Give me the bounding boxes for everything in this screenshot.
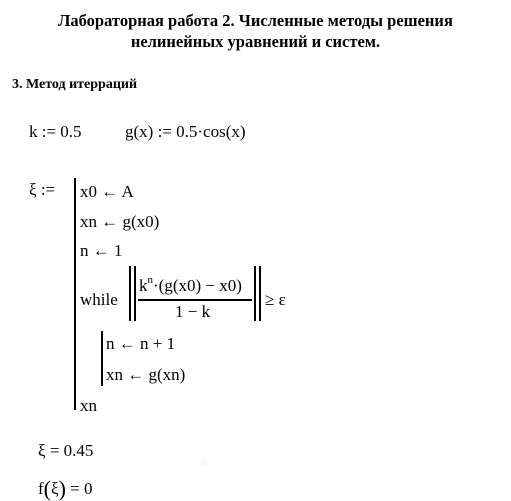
fraction-numerator (139, 276, 242, 296)
section-heading: 3. Метод итерраций (12, 77, 138, 92)
f-name: f (38, 479, 44, 498)
g-definition: g(x) := 0.5·cos(x) (125, 122, 246, 141)
while-keyword: while (80, 290, 118, 309)
fraction-denominator: 1 − k (175, 302, 211, 321)
f-arg: ξ (51, 479, 59, 498)
faint-mark (198, 459, 210, 467)
abs-bar-right-inner (254, 266, 256, 321)
page-title-line-1: Лабораторная работа 2. Численные методы решения (58, 11, 453, 30)
program-line-x0: x0 ← A (80, 182, 134, 201)
numerator-exponent: n (147, 274, 153, 286)
abs-bar-right (259, 266, 261, 321)
loop-line-xn: xn ← g(xn) (106, 365, 186, 384)
program-return: xn (80, 396, 97, 415)
k-definition: k := 0.5 (29, 122, 82, 141)
f-value: = 0 (70, 479, 93, 498)
f-result (38, 474, 93, 500)
numerator-rest: ·(g(x0) − x0) (153, 276, 242, 295)
numerator-k: k (139, 276, 148, 295)
f-paren-open: ( (43, 476, 51, 501)
page-title-line-2: нелинейных уравнений и систем. (130, 32, 381, 51)
program-line-xn: xn ← g(x0) (80, 212, 160, 231)
xi-result: ξ = 0.45 (38, 441, 94, 460)
program-outer-bar (74, 178, 76, 410)
abs-bar-left (129, 266, 131, 321)
f-paren-close: ) (58, 476, 66, 501)
fraction-line (138, 299, 252, 301)
while-condition: ≥ ε (265, 290, 286, 309)
abs-bar-left-inner (134, 266, 136, 321)
loop-line-n: n ← n + 1 (106, 334, 176, 353)
program-lhs: ξ := (29, 180, 56, 199)
program-line-n: n ← 1 (80, 241, 123, 260)
loop-body-bar (101, 331, 103, 386)
